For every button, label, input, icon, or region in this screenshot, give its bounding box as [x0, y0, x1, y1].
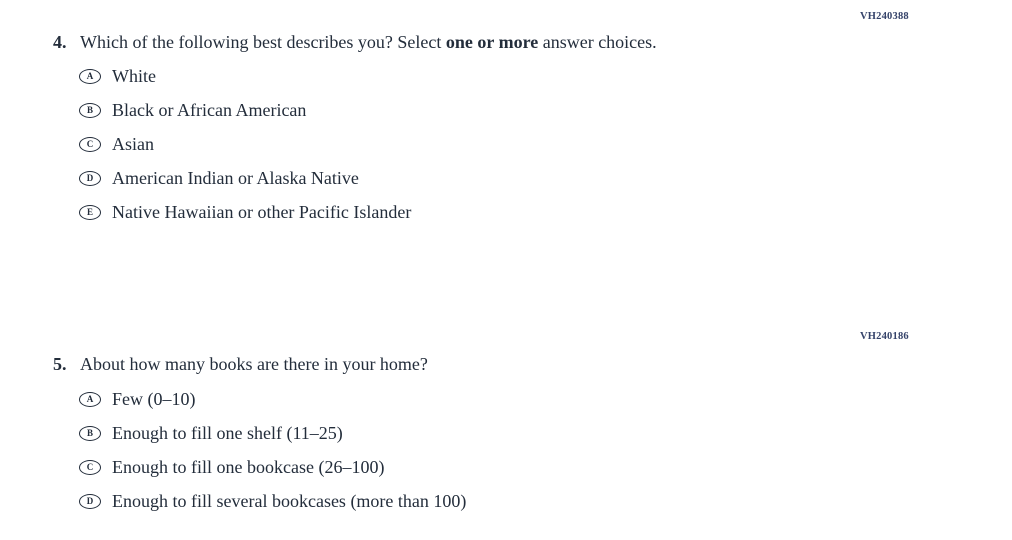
answer-bubble-icon[interactable] — [79, 494, 101, 509]
question-5-options — [79, 382, 466, 518]
question-number: 5. — [53, 354, 67, 374]
option-label: White — [112, 65, 156, 86]
question-text — [80, 353, 428, 375]
question-4-prompt — [53, 31, 657, 53]
question-text — [80, 31, 657, 53]
answer-bubble-icon[interactable] — [79, 137, 101, 152]
answer-option-one-shelf[interactable] — [79, 416, 466, 450]
answer-bubble-icon[interactable] — [79, 171, 101, 186]
item-code: VH240388 — [860, 11, 909, 22]
answer-option-white[interactable] — [79, 59, 411, 93]
question-number: 4. — [53, 32, 67, 52]
prompt-after: answer choices. — [538, 32, 657, 52]
bubble-letter: A — [86, 393, 94, 404]
answer-bubble-icon[interactable] — [79, 426, 101, 441]
answer-bubble-icon[interactable] — [79, 103, 101, 118]
answer-bubble-icon[interactable] — [79, 392, 101, 407]
answer-option-american-indian-or-alaska-native[interactable] — [79, 161, 411, 195]
answer-option-black-or-african-american[interactable] — [79, 93, 411, 127]
answer-bubble-icon[interactable] — [79, 69, 101, 84]
prompt-bold: one or more — [445, 32, 539, 52]
bubble-letter: C — [86, 461, 94, 472]
bubble-letter: D — [86, 495, 94, 506]
answer-option-asian[interactable] — [79, 127, 411, 161]
bubble-letter: C — [86, 138, 94, 149]
option-label: Few (0–10) — [112, 388, 196, 409]
option-label: Enough to fill one shelf (11–25) — [112, 422, 343, 443]
prompt-before: About how many books are there in your home? — [80, 354, 428, 374]
answer-option-several-bookcases[interactable] — [79, 484, 466, 518]
prompt-before: Which of the following best describes you? Select — [80, 32, 446, 52]
bubble-letter: B — [86, 427, 93, 438]
bubble-letter: A — [86, 70, 94, 81]
option-label: Asian — [112, 133, 154, 154]
answer-bubble-icon[interactable] — [79, 205, 101, 220]
answer-bubble-icon[interactable] — [79, 460, 101, 475]
question-4-options — [79, 59, 411, 229]
option-label: American Indian or Alaska Native — [112, 167, 359, 188]
question-5-prompt — [53, 353, 428, 375]
bubble-letter: D — [86, 172, 94, 183]
option-label: Enough to fill one bookcase (26–100) — [112, 456, 385, 477]
answer-option-native-hawaiian-or-other-pacific-islander[interactable] — [79, 195, 411, 229]
item-code: VH240186 — [860, 331, 909, 342]
option-label: Enough to fill several bookcases (more than 100) — [112, 490, 467, 511]
bubble-letter: E — [86, 206, 93, 217]
option-label: Native Hawaiian or other Pacific Islander — [112, 201, 412, 222]
option-label: Black or African American — [112, 99, 307, 120]
bubble-letter: B — [86, 104, 93, 115]
answer-option-one-bookcase[interactable] — [79, 450, 466, 484]
answer-option-few[interactable] — [79, 382, 466, 416]
